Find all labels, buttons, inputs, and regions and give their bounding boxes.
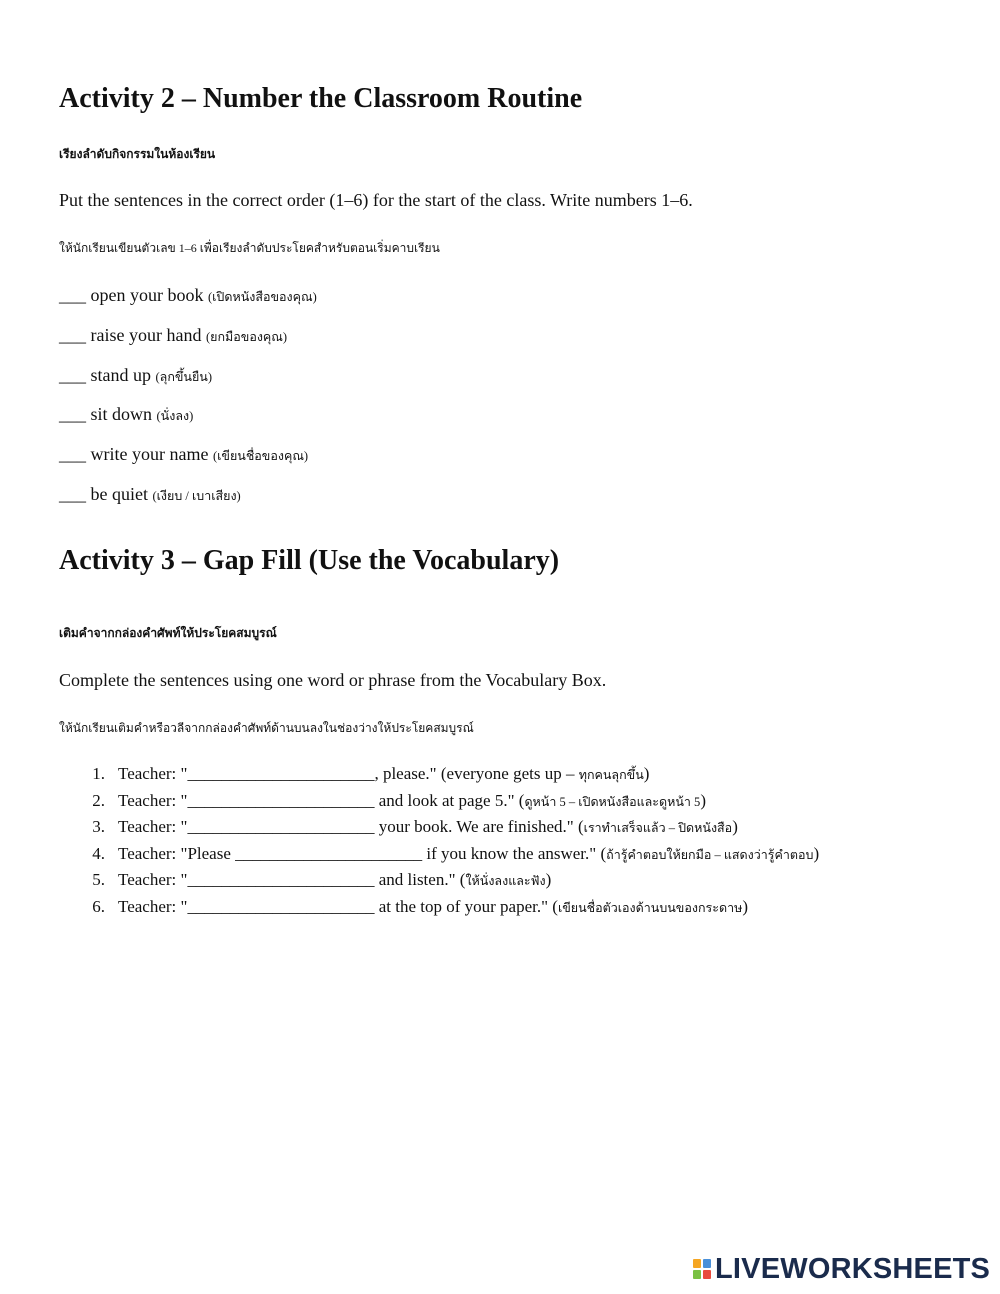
item-number: 4. bbox=[92, 843, 105, 863]
sentence-start: Teacher: " bbox=[118, 764, 188, 783]
routine-item bbox=[59, 285, 317, 307]
gap-blank[interactable]: ______________________ bbox=[187, 870, 375, 890]
routine-text: raise your hand bbox=[90, 325, 202, 345]
routine-thai: (ลุกขึ้นยืน) bbox=[155, 370, 213, 384]
logo-tile bbox=[693, 1259, 701, 1268]
closing-paren: ) bbox=[742, 896, 749, 916]
sentence-end: if you know the answer." ( bbox=[422, 843, 607, 863]
item-thai-hint: ทุกคนลุกขึ้น bbox=[578, 768, 644, 782]
routine-text: stand up bbox=[90, 365, 151, 385]
item-thai-hint: ให้นั่งลงและฟัง bbox=[465, 874, 546, 889]
routine-thai: (เงียบ / เบาเสียง) bbox=[152, 489, 241, 503]
item-thai-hint: เราทำเสร็จแล้ว – ปิดหนังสือ bbox=[583, 821, 733, 836]
closing-paren: ) bbox=[643, 764, 650, 783]
item-sentence bbox=[118, 791, 706, 812]
sentence-end: , please." (everyone gets up – bbox=[374, 764, 579, 783]
activity3-thai-instruction: ให้นักเรียนเติมคำหรือวลีจากกล่องคำศัพท์ด้านบนลงในช่องว่างให้ประโยคสมบูรณ์ bbox=[59, 721, 474, 735]
routine-item bbox=[59, 365, 212, 387]
activity2-thai-instruction: ให้นักเรียนเขียนตัวเลข 1–6 เพื่อเรียงลำดับประโยคสำหรับตอนเริ่มคาบเรียน bbox=[59, 241, 440, 255]
item-sentence bbox=[118, 817, 738, 838]
number-blank[interactable]: ___ bbox=[59, 444, 86, 464]
routine-text: sit down bbox=[90, 404, 153, 424]
routine-item bbox=[59, 404, 193, 426]
gap-blank[interactable]: ______________________ bbox=[187, 764, 375, 783]
routine-text: write your name bbox=[90, 444, 209, 464]
number-blank[interactable]: ___ bbox=[59, 365, 86, 385]
logo-tile bbox=[703, 1270, 711, 1279]
sentence-start: Teacher: " bbox=[118, 790, 188, 810]
sentence-start: Teacher: " bbox=[118, 896, 188, 916]
closing-paren: ) bbox=[700, 790, 706, 810]
sentence-start: Teacher: " bbox=[118, 817, 188, 837]
item-sentence bbox=[118, 897, 748, 918]
sentence-start: Teacher: " bbox=[118, 870, 188, 890]
gap-blank[interactable]: ______________________ bbox=[187, 790, 375, 810]
sentence-end: and listen." ( bbox=[374, 870, 466, 890]
item-sentence bbox=[118, 764, 649, 785]
activity2-title: Activity 2 – Number the Classroom Routine bbox=[59, 83, 583, 114]
routine-item bbox=[59, 484, 241, 506]
routine-thai: (เปิดหนังสือของคุณ) bbox=[207, 290, 317, 304]
item-number: 6. bbox=[92, 896, 105, 916]
routine-item bbox=[59, 444, 308, 466]
closing-paren: ) bbox=[545, 870, 552, 890]
number-blank[interactable]: ___ bbox=[59, 325, 86, 345]
routine-thai: (เขียนชื่อของคุณ) bbox=[212, 449, 309, 463]
sentence-end: at the top of your paper." ( bbox=[374, 896, 558, 916]
gap-blank[interactable]: ______________________ bbox=[187, 896, 375, 916]
sentence-end: and look at page 5." ( bbox=[374, 790, 525, 810]
liveworksheets-logo-icon bbox=[693, 1259, 711, 1279]
routine-text: open your book bbox=[90, 285, 204, 305]
item-number: 1. bbox=[92, 764, 105, 783]
item-number: 5. bbox=[92, 870, 105, 890]
routine-text: be quiet bbox=[90, 484, 148, 504]
number-blank[interactable]: ___ bbox=[59, 285, 86, 305]
item-thai-hint: ดูหน้า 5 – เปิดหนังสือและดูหน้า 5 bbox=[524, 794, 701, 809]
routine-thai: (ยกมือของคุณ) bbox=[205, 330, 288, 344]
logo-text: LIVEWORKSHEETS bbox=[715, 1252, 991, 1285]
closing-paren: ) bbox=[813, 843, 820, 863]
sentence-start: Teacher: "Please bbox=[118, 843, 236, 863]
item-number: 3. bbox=[92, 817, 105, 837]
item-thai-hint: ถ้ารู้คำตอบให้ยกมือ – แสดงว่ารู้คำตอบ bbox=[606, 847, 814, 862]
gap-blank[interactable]: ______________________ bbox=[187, 817, 375, 837]
item-number: 2. bbox=[92, 790, 105, 810]
liveworksheets-logo bbox=[693, 1252, 990, 1286]
routine-thai: (นั่งลง) bbox=[156, 409, 194, 423]
activity2-thai-subtitle: เรียงลำดับกิจกรรมในห้องเรียน bbox=[59, 147, 216, 161]
activity3-title: Activity 3 – Gap Fill (Use the Vocabulary) bbox=[59, 545, 560, 576]
number-blank[interactable]: ___ bbox=[59, 404, 86, 424]
activity2-instruction: Put the sentences in the correct order (1–6) for the start of the class. Write numbers 1–6. bbox=[59, 190, 693, 210]
item-sentence bbox=[118, 844, 819, 865]
number-blank[interactable]: ___ bbox=[59, 484, 86, 504]
item-thai-hint: เขียนชื่อตัวเองด้านบนของกระดาษ bbox=[557, 900, 743, 915]
routine-item bbox=[59, 325, 287, 347]
item-sentence bbox=[118, 870, 551, 891]
sentence-end: your book. We are finished." ( bbox=[374, 817, 584, 837]
closing-paren: ) bbox=[732, 817, 738, 837]
gap-blank[interactable]: ______________________ bbox=[235, 843, 423, 863]
activity3-instruction: Complete the sentences using one word or phrase from the Vocabulary Box. bbox=[59, 670, 607, 690]
activity3-thai-subtitle: เติมคำจากกล่องคำศัพท์ให้ประโยคสมบูรณ์ bbox=[59, 626, 277, 640]
logo-tile bbox=[703, 1259, 711, 1268]
logo-tile bbox=[693, 1270, 701, 1279]
